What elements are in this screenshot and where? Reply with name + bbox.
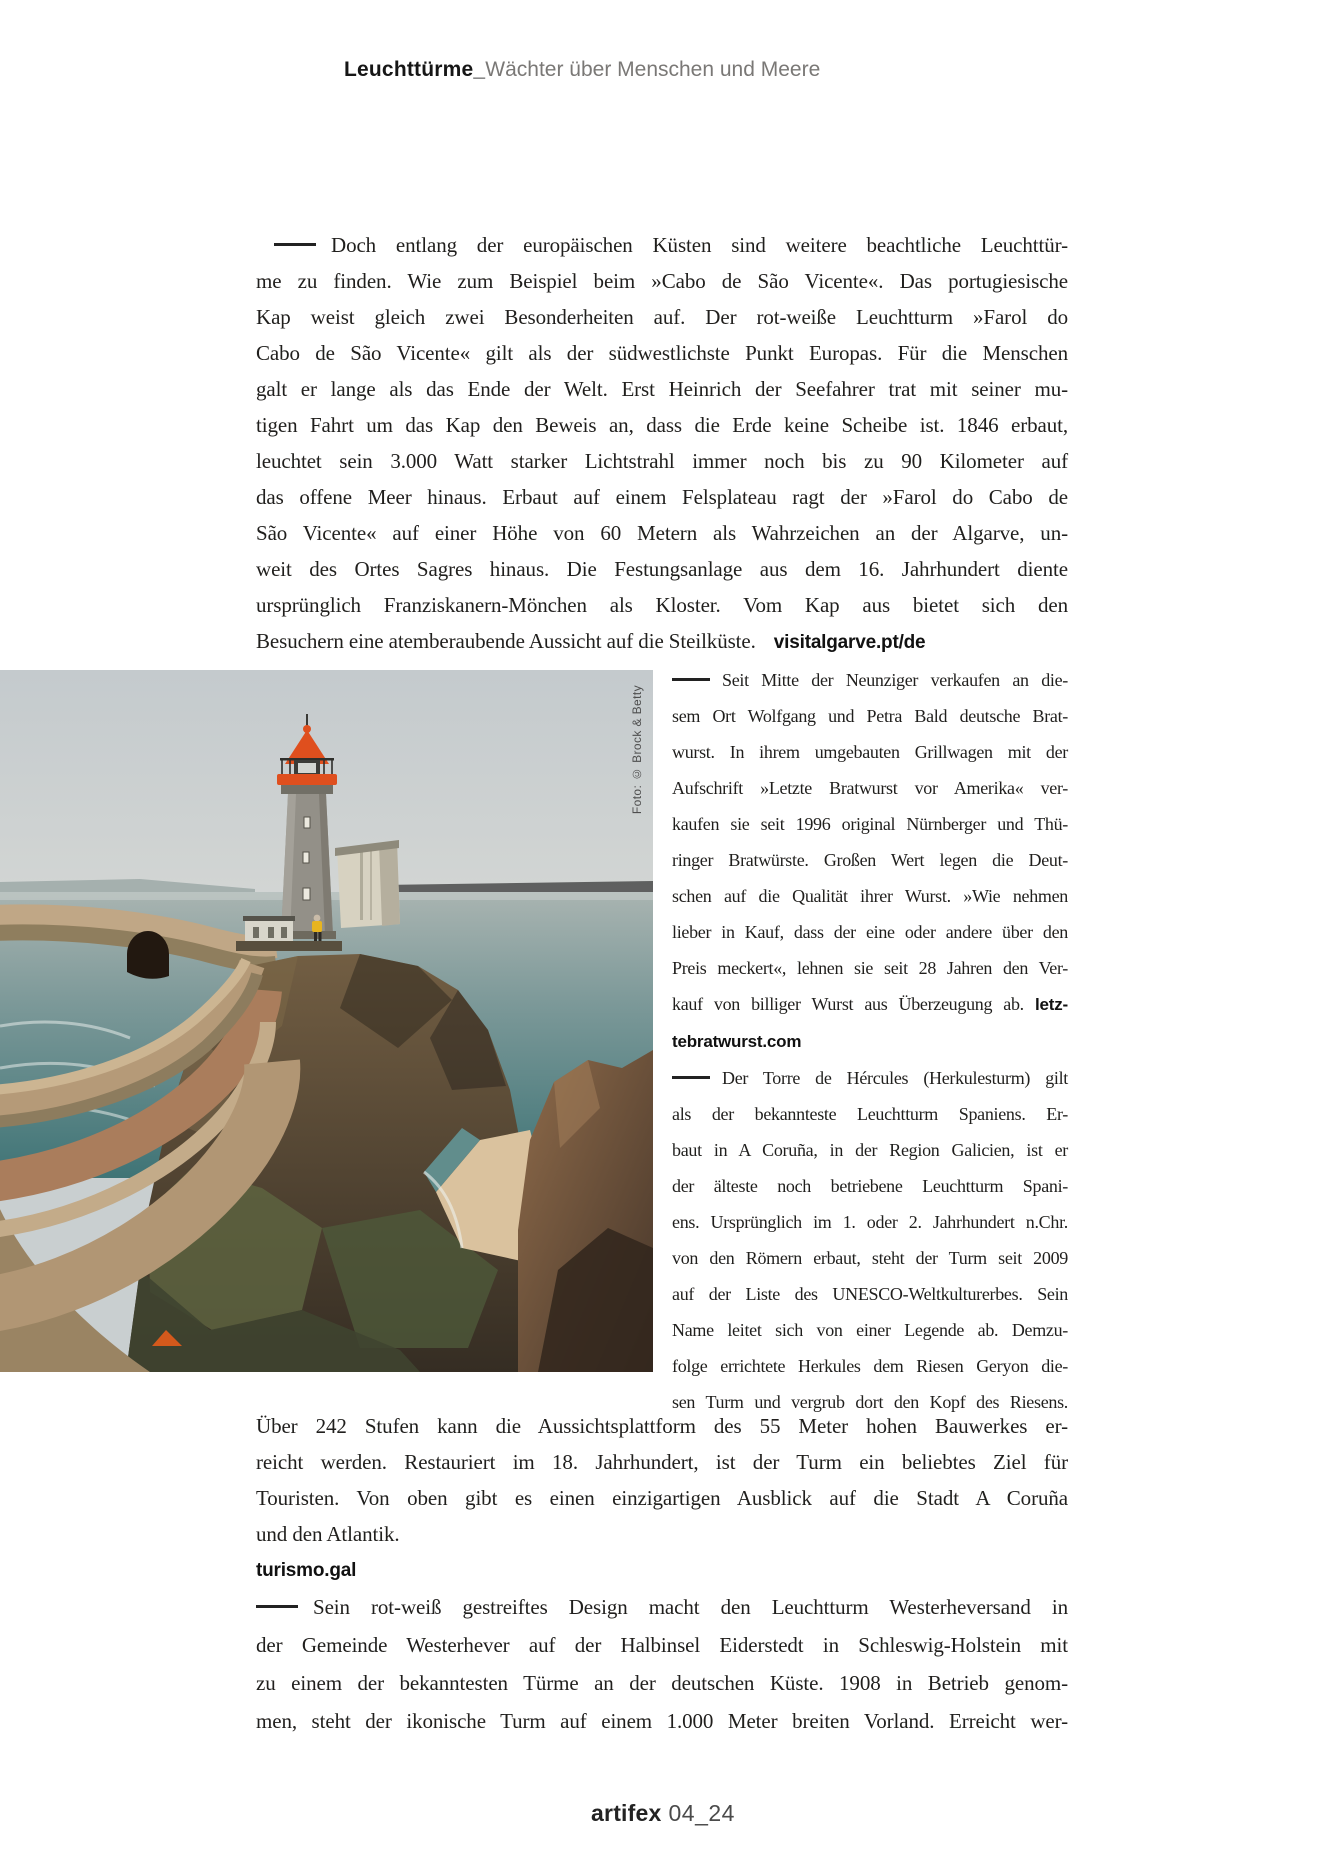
text-line-content: Sein rot-weiß gestreiftes Design macht den Leuchtturm Westerheversand in [313, 1595, 1068, 1619]
text-line: Cabo de São Vicente« gilt als der südwestlichste Punkt Europas. Für die Menschen [256, 341, 1068, 365]
header-subtitle: Wächter über Menschen und Meere [485, 58, 821, 81]
text-line-content: Besuchern eine atemberaubende Aussicht auf die Steilküste. [256, 629, 756, 653]
text-line: Preis meckert«, lehnen sie seit 28 Jahren den Ver- [672, 958, 1068, 978]
text-line: Über 242 Stufen kann die Aussichtsplattform des 55 Meter hohen Bauwerkes er- [256, 1414, 1068, 1438]
text-line: sem Ort Wolfgang und Petra Bald deutsche Brat- [672, 706, 1068, 726]
text-line-content: Doch entlang der europäischen Küsten sind weitere beachtliche Leuchttür- [331, 233, 1068, 257]
paragraph-cabo-de-sao-vicente [256, 227, 1068, 661]
text-line: ursprünglich Franziskanern-Mönchen als Kloster. Vom Kap aus bietet sich den [256, 593, 1068, 617]
text-line-content: Seit Mitte der Neunziger verkaufen an die- [722, 670, 1068, 690]
text-line: von den Römern erbaut, steht der Turm seit 2009 [672, 1248, 1068, 1268]
text-line: das offene Meer hinaus. Erbaut auf einem Felsplateau ragt der »Farol do Cabo de [256, 485, 1068, 509]
footer-brand: artifex [591, 1800, 662, 1826]
text-line: Touristen. Von oben gibt es einen einzigartigen Ausblick auf die Stadt A Coruña [256, 1486, 1068, 1510]
paragraph-dash [256, 1605, 298, 1608]
text-line: me zu finden. Wie zum Beispiel beim »Cabo de São Vicente«. Das portugiesische [256, 269, 1068, 293]
text-line: zu einem der bekanntesten Türme an der deutschen Küste. 1908 in Betrieb genom- [256, 1671, 1068, 1695]
paragraph-dash [672, 1076, 710, 1079]
text-line [672, 1023, 1068, 1060]
text-line: wurst. In ihrem umgebauten Grillwagen mit der [672, 742, 1068, 762]
paragraph-dash [274, 243, 316, 246]
text-line: men, steht der ikonische Turm auf einem 1.000 Meter breiten Vorland. Erreicht wer- [256, 1709, 1068, 1733]
text-line: auf der Liste des UNESCO-Weltkulturerbes. Sein [672, 1284, 1068, 1304]
text-line: Kap weist gleich zwei Besonderheiten auf. Der rot-weiße Leuchtturm »Farol do [256, 305, 1068, 329]
text-line [256, 623, 1068, 661]
url-letztebratwurst-part2: tebratwurst.com [672, 1032, 802, 1051]
text-line: leuchtet sein 3.000 Watt starker Lichtstrahl immer noch bis zu 90 Kilometer auf [256, 449, 1068, 473]
text-line-content: Der Torre de Hércules (Herkulesturm) gilt [722, 1068, 1068, 1088]
right-text-column [672, 662, 1068, 1420]
text-line: baut in A Coruña, in der Region Galicien, ist er [672, 1140, 1068, 1160]
lighthouse-photo-illustration [0, 670, 653, 1372]
bridge-arch [127, 931, 169, 979]
page-footer [0, 1800, 1326, 1827]
text-line: kaufen sie seit 1996 original Nürnberger und Thü- [672, 814, 1068, 834]
text-line: Aufschrift »Letzte Bratwurst vor Amerika« ver- [672, 778, 1068, 798]
old-white-tower [335, 840, 400, 928]
text-line: folge errichtete Herkules dem Riesen Geryon die- [672, 1356, 1068, 1376]
text-line: weit des Ortes Sagres hinaus. Die Festungsanlage aus dem 16. Jahrhundert diente [256, 557, 1068, 581]
text-line: tigen Fahrt um das Kap den Beweis an, dass die Erde keine Scheibe ist. 1846 erbaut, [256, 413, 1068, 437]
text-line [256, 227, 1068, 263]
text-line: sen Turm und vergrub dort den Kopf des Riesens. [672, 1392, 1068, 1412]
text-line: Name leitet sich von einer Legende ab. Demzu- [672, 1320, 1068, 1340]
text-line: schen auf die Qualität ihrer Wurst. »Wie nehmen [672, 886, 1068, 906]
footer-issue: 04_24 [668, 1800, 735, 1826]
text-line: galt er lange als das Ende der Welt. Erst Heinrich der Seefahrer trat mit seiner mu- [256, 377, 1068, 401]
base-platform [236, 941, 342, 951]
text-line: ringer Bratwürste. Großen Wert legen die Deut- [672, 850, 1068, 870]
url-letztebratwurst-part1: letz- [1034, 995, 1068, 1014]
lighthouse-photo [0, 670, 653, 1372]
text-line [672, 1060, 1068, 1096]
text-line: lieber in Kauf, dass der eine oder andere über den [672, 922, 1068, 942]
text-line: der Gemeinde Westerhever auf der Halbinsel Eiderstedt in Schleswig-Holstein mit [256, 1633, 1068, 1657]
header-section-title: Leuchttürme_ [344, 58, 486, 81]
text-line: als der bekannteste Leuchtturm Spaniens. Er- [672, 1104, 1068, 1124]
text-line: und den Atlantik. [256, 1522, 400, 1546]
gallery-deck [277, 774, 337, 785]
url-turismo-gal: turismo.gal [256, 1560, 357, 1581]
text-line [672, 662, 1068, 698]
text-line: São Vicente« auf einer Höhe von 60 Metern als Wahrzeichen an der Algarve, un- [256, 521, 1068, 545]
url-visitalgarve: visitalgarve.pt/de [773, 632, 926, 653]
page-header [344, 56, 820, 84]
text-line: ens. Ursprünglich im 1. oder 2. Jahrhundert n.Chr. [672, 1212, 1068, 1232]
text-line [256, 1588, 1068, 1626]
text-line: reicht werden. Restauriert im 18. Jahrhundert, ist der Turm ein beliebtes Ziel für [256, 1450, 1068, 1474]
paragraph-dash [672, 678, 710, 681]
lower-text-block [256, 1408, 1068, 1740]
text-line [256, 1552, 1068, 1588]
text-line-content: kauf von billiger Wurst aus Überzeugung ab. [672, 994, 1024, 1014]
text-line: der älteste noch betriebene Leuchtturm Spani- [672, 1176, 1068, 1196]
text-line [672, 986, 1068, 1023]
photo-credit: Foto: © Brock & Betty [630, 685, 644, 815]
